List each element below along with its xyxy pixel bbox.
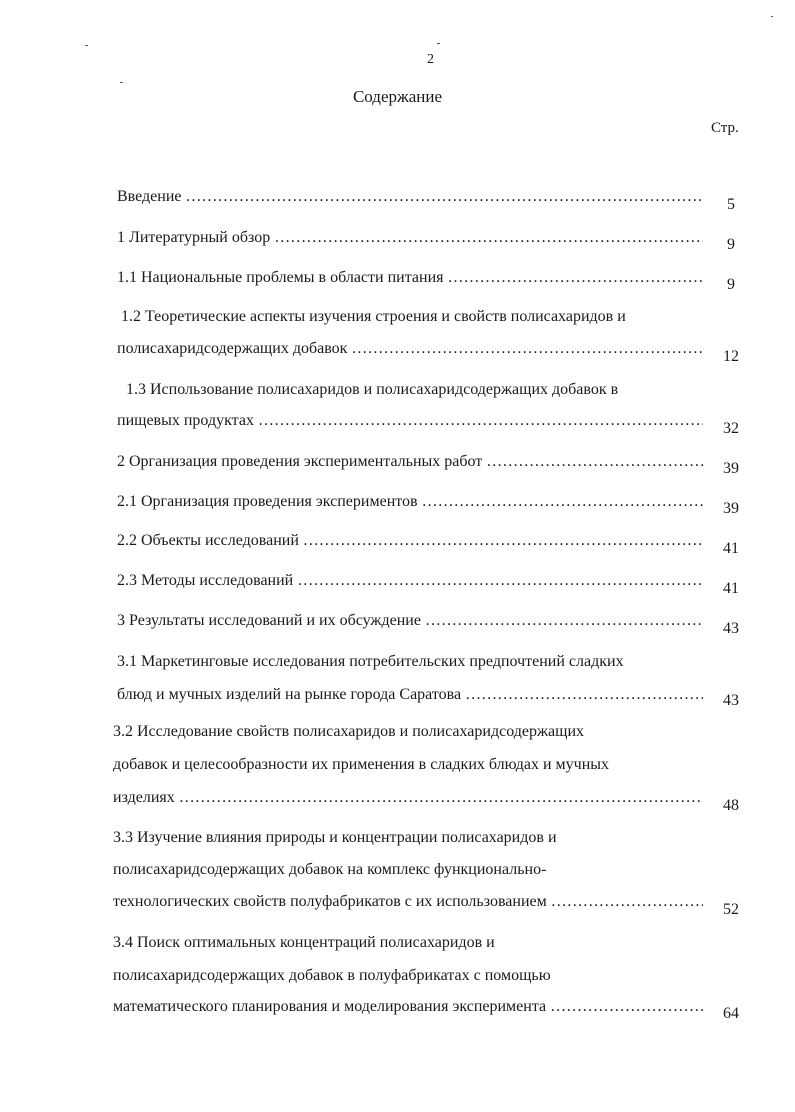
toc-entry-line-leader xyxy=(117,268,703,288)
toc-entry-text: 2.1 Организация проведения экспериментов …………………………………………………………………………………………………………………………………………………… xyxy=(117,493,703,510)
toc-entry-line-leader xyxy=(113,997,703,1017)
toc-entry-text: математического планирования и моделирования эксперимента …………………………………………………………………………………………………………………………………………………… xyxy=(113,998,703,1015)
toc-entry-text: 2.3 Методы исследований …………………………………………………………………………………………………………………………………………………… xyxy=(117,572,703,589)
toc-entry-line-leader xyxy=(117,228,703,248)
toc-entry-page: 41 xyxy=(723,580,739,597)
toc-entry-page: 41 xyxy=(723,540,739,557)
toc-entry-text: 2.2 Объекты исследований …………………………………………………………………………………………………………………………………………………… xyxy=(117,532,703,549)
toc-entry-text: добавок и целесообразности их применения в сладких блюдах и мучных xyxy=(113,756,610,773)
toc-entry-text: 1 Литературный обзор …………………………………………………………………………………………………………………………………………………… xyxy=(117,229,703,246)
toc-entry-text: полисахаридсодержащих добавок в полуфабрикатах с помощью xyxy=(113,967,551,984)
toc-entry-text: 3.1 Маркетинговые исследования потребительских предпочтений сладких xyxy=(117,653,624,670)
toc-entry-page: 32 xyxy=(723,420,739,437)
toc-entry-page: 52 xyxy=(723,901,739,918)
toc-entry-page: 9 xyxy=(727,236,735,253)
toc-entry-page: 39 xyxy=(723,500,739,517)
toc-entry-line xyxy=(113,933,495,953)
toc-entry-line xyxy=(113,828,557,848)
toc-entry-text: 1.1 Национальные проблемы в области питания …………………………………………………………………………………………………………………………………………………… xyxy=(117,269,703,286)
toc-entry-text: 1.2 Теоретические аспекты изучения строения и свойств полисахаридов и xyxy=(121,308,626,325)
toc-entry-line-leader xyxy=(117,411,703,431)
toc-entry-line-leader xyxy=(113,892,703,912)
toc-entry-line-leader xyxy=(117,571,703,591)
toc-entry-line-leader xyxy=(117,611,703,631)
toc-entry-text: 3.2 Исследование свойств полисахаридов и полисахаридсодержащих xyxy=(113,723,585,740)
toc-entry-text: 3 Результаты исследований и их обсуждение …………………………………………………………………………………………………………………………………………………… xyxy=(117,612,703,629)
scan-speck xyxy=(85,45,88,46)
toc-entry-page: 5 xyxy=(727,196,735,213)
toc-entry-text: изделиях …………………………………………………………………………………………………………………………………………………… xyxy=(113,789,703,806)
scan-speck xyxy=(120,82,123,83)
toc-entry-line-leader xyxy=(117,531,703,551)
toc-entry-page: 9 xyxy=(727,276,735,293)
scan-speck xyxy=(771,16,773,17)
toc-entry-text: полисахаридсодержащих добавок …………………………………………………………………………………………………………………………………………………… xyxy=(117,340,703,357)
toc-entry-line xyxy=(113,860,546,880)
toc-entry-line-leader xyxy=(117,452,703,472)
toc-entry-page: 43 xyxy=(723,620,739,637)
toc-entry-line-leader xyxy=(113,788,703,808)
toc-entry-text: блюд и мучных изделий на рынке города Саратова …………………………………………………………………………………………………………………………………………………… xyxy=(117,686,703,703)
page-title: Содержание xyxy=(352,87,443,106)
toc-entry-text: Введение …………………………………………………………………………………………………………………………………………………… xyxy=(117,188,703,205)
toc-entry-line xyxy=(117,652,624,672)
toc-entry-page: 43 xyxy=(723,692,739,709)
toc-entry-text: пищевых продуктах …………………………………………………………………………………………………………………………………………………… xyxy=(117,412,703,429)
toc-entry-line xyxy=(113,755,609,775)
toc-entry-line xyxy=(126,380,618,400)
toc-entry-text: 3.3 Изучение влияния природы и концентрации полисахаридов и xyxy=(113,829,557,846)
page-number: 2 xyxy=(427,52,434,67)
toc-entry-line xyxy=(113,722,584,742)
toc-entry-line-leader xyxy=(117,685,703,705)
toc-entry-line-leader xyxy=(117,187,703,207)
toc-entry-line xyxy=(113,966,551,986)
toc-entry-text: 2 Организация проведения экспериментальных работ …………………………………………………………………………………………………………………………………………………… xyxy=(117,453,703,470)
toc-entry-page: 39 xyxy=(723,460,739,477)
toc-entry-text: 1.3 Использование полисахаридов и полисахаридсодержащих добавок в xyxy=(126,381,619,398)
toc-entry-text: 3.4 Поиск оптимальных концентраций полисахаридов и xyxy=(113,934,495,951)
toc-entry-page: 12 xyxy=(723,348,739,365)
toc-entry-line-leader xyxy=(117,339,703,359)
scan-speck xyxy=(437,43,440,44)
toc-entry-page: 48 xyxy=(723,797,739,814)
toc-entry-line xyxy=(121,307,626,327)
toc-entry-line-leader xyxy=(117,492,703,512)
toc-entry-page: 64 xyxy=(723,1005,739,1022)
toc-entry-text: полисахаридсодержащих добавок на комплекс функционально- xyxy=(113,861,547,878)
page-column-label: Стр. xyxy=(711,120,739,136)
toc-entry-text: технологических свойств полуфабрикатов с их использованием …………………………………………………………………………………………………………………………………………………… xyxy=(113,893,703,910)
